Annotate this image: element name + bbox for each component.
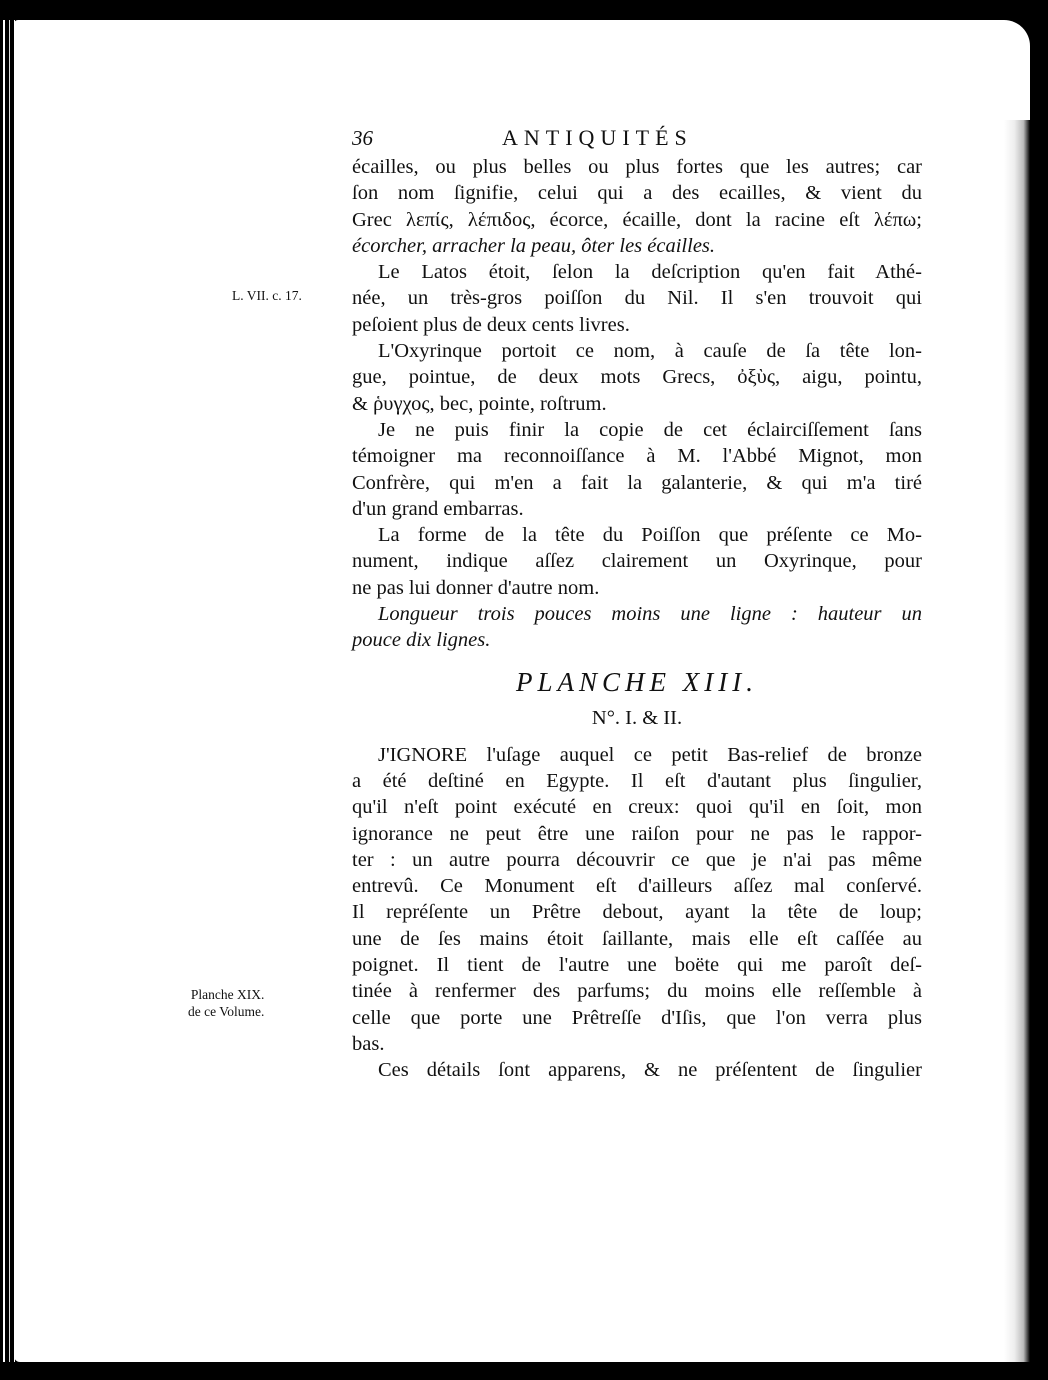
running-title: ANTIQUITÉS	[502, 125, 693, 150]
text-line: peſoient plus de deux cents livres.	[352, 313, 630, 336]
text-line: ſon nom ſignifie, celui qui a des ecailles, & vient du	[352, 182, 922, 205]
text-line: qu'il n'eſt point exécuté en creux: quoi qu'il en ſoit, mon	[352, 796, 922, 819]
page-right-shadow	[1004, 120, 1030, 1362]
text-line: a été deſtiné en Egypte. Il eſt d'autant plus ſingulier,	[352, 769, 922, 792]
text-line: & ῥυγχος, bec, pointe, roſtrum.	[352, 392, 607, 415]
text-line: ignorance ne peut être une raiſon pour ne pas le rappor-	[352, 822, 922, 845]
text-line: nument, indique aſſez clairement un Oxyrinque, pour	[352, 550, 922, 573]
text-line: une de ſes mains étoit ſaillante, mais elle eſt caſſée au	[352, 927, 922, 950]
paragraph-block-2	[352, 742, 922, 1084]
page-number: 36	[352, 126, 373, 150]
text-line: tinée à renfermer des parfums; du moins elle reſſemble à	[352, 980, 922, 1003]
text-line: Le Latos étoit, ſelon la deſcription qu'en fait Athé-	[378, 261, 922, 284]
text-line: entrevû. Ce Monument eſt d'ailleurs aſſez mal conſervé.	[352, 875, 922, 898]
text-line: Ces détails ſont apparens, & ne préſentent de ſingulier	[378, 1059, 922, 1082]
text-line: d'un grand embarras.	[352, 497, 524, 520]
paragraph-block-1	[352, 154, 922, 654]
text-line: Je ne puis finir la copie de cet éclairciſſement ſans	[378, 418, 922, 441]
page-text-column	[352, 122, 922, 1084]
margin-note-reference	[232, 287, 302, 304]
text-line: bas.	[352, 1032, 385, 1055]
margin-note-line: L. VII. c. 17.	[232, 288, 302, 303]
text-line: Grec λεπίς, λέπιδος, écorce, écaille, dont la racine eſt λέπω;	[352, 208, 922, 231]
margin-note-plate-reference	[188, 986, 264, 1020]
text-line: La forme de la tête du Poiſſon que préſente ce Mo-	[378, 524, 922, 547]
text-line: ter : un autre pourra découvrir ce que je n'ai pas même	[352, 848, 922, 871]
text-line: L'Oxyrinque portoit ce nom, à cauſe de ſa tête lon-	[378, 340, 922, 363]
text-line: J'IGNORE l'uſage auquel ce petit Bas-relief de bronze	[378, 743, 922, 766]
text-line: pouce dix lignes.	[352, 629, 491, 652]
text-line: ne pas lui donner d'autre nom.	[352, 576, 600, 599]
text-line: poignet. Il tient de l'autre une boëte qui me paroît deſ-	[352, 954, 922, 977]
running-header	[352, 122, 922, 154]
text-line: née, un très-gros poiſſon du Nil. Il s'en trouvoit qui	[352, 287, 922, 310]
text-line: écailles, ou plus belles ou plus fortes que les autres; car	[352, 156, 922, 178]
text-line: Longueur trois pouces moins une ligne : hauteur un	[378, 603, 922, 626]
text-line: témoigner ma reconnoiſſance à M. l'Abbé Mignot, mon	[352, 445, 922, 468]
plate-heading: PLANCHE XIII.	[516, 666, 758, 697]
text-line: celle que porte une Prêtreſſe d'Iſis, que l'on verra plus	[352, 1006, 922, 1029]
text-line: Confrère, qui m'en a fait la galanterie, & qui m'a tiré	[352, 471, 922, 494]
margin-note-line: de ce Volume.	[188, 1004, 265, 1019]
text-line: gue, pointue, de deux mots Grecs, ὀξὺς, aigu, pointu,	[352, 366, 922, 389]
text-line: écorcher, arracher la peau, ôter les écailles.	[352, 234, 716, 257]
text-line: Il repréſente un Prêtre debout, ayant la tête de loup;	[352, 901, 922, 924]
margin-note-line: Planche XIX.	[190, 987, 265, 1002]
plate-number-subheading: N°. I. & II.	[591, 706, 683, 729]
